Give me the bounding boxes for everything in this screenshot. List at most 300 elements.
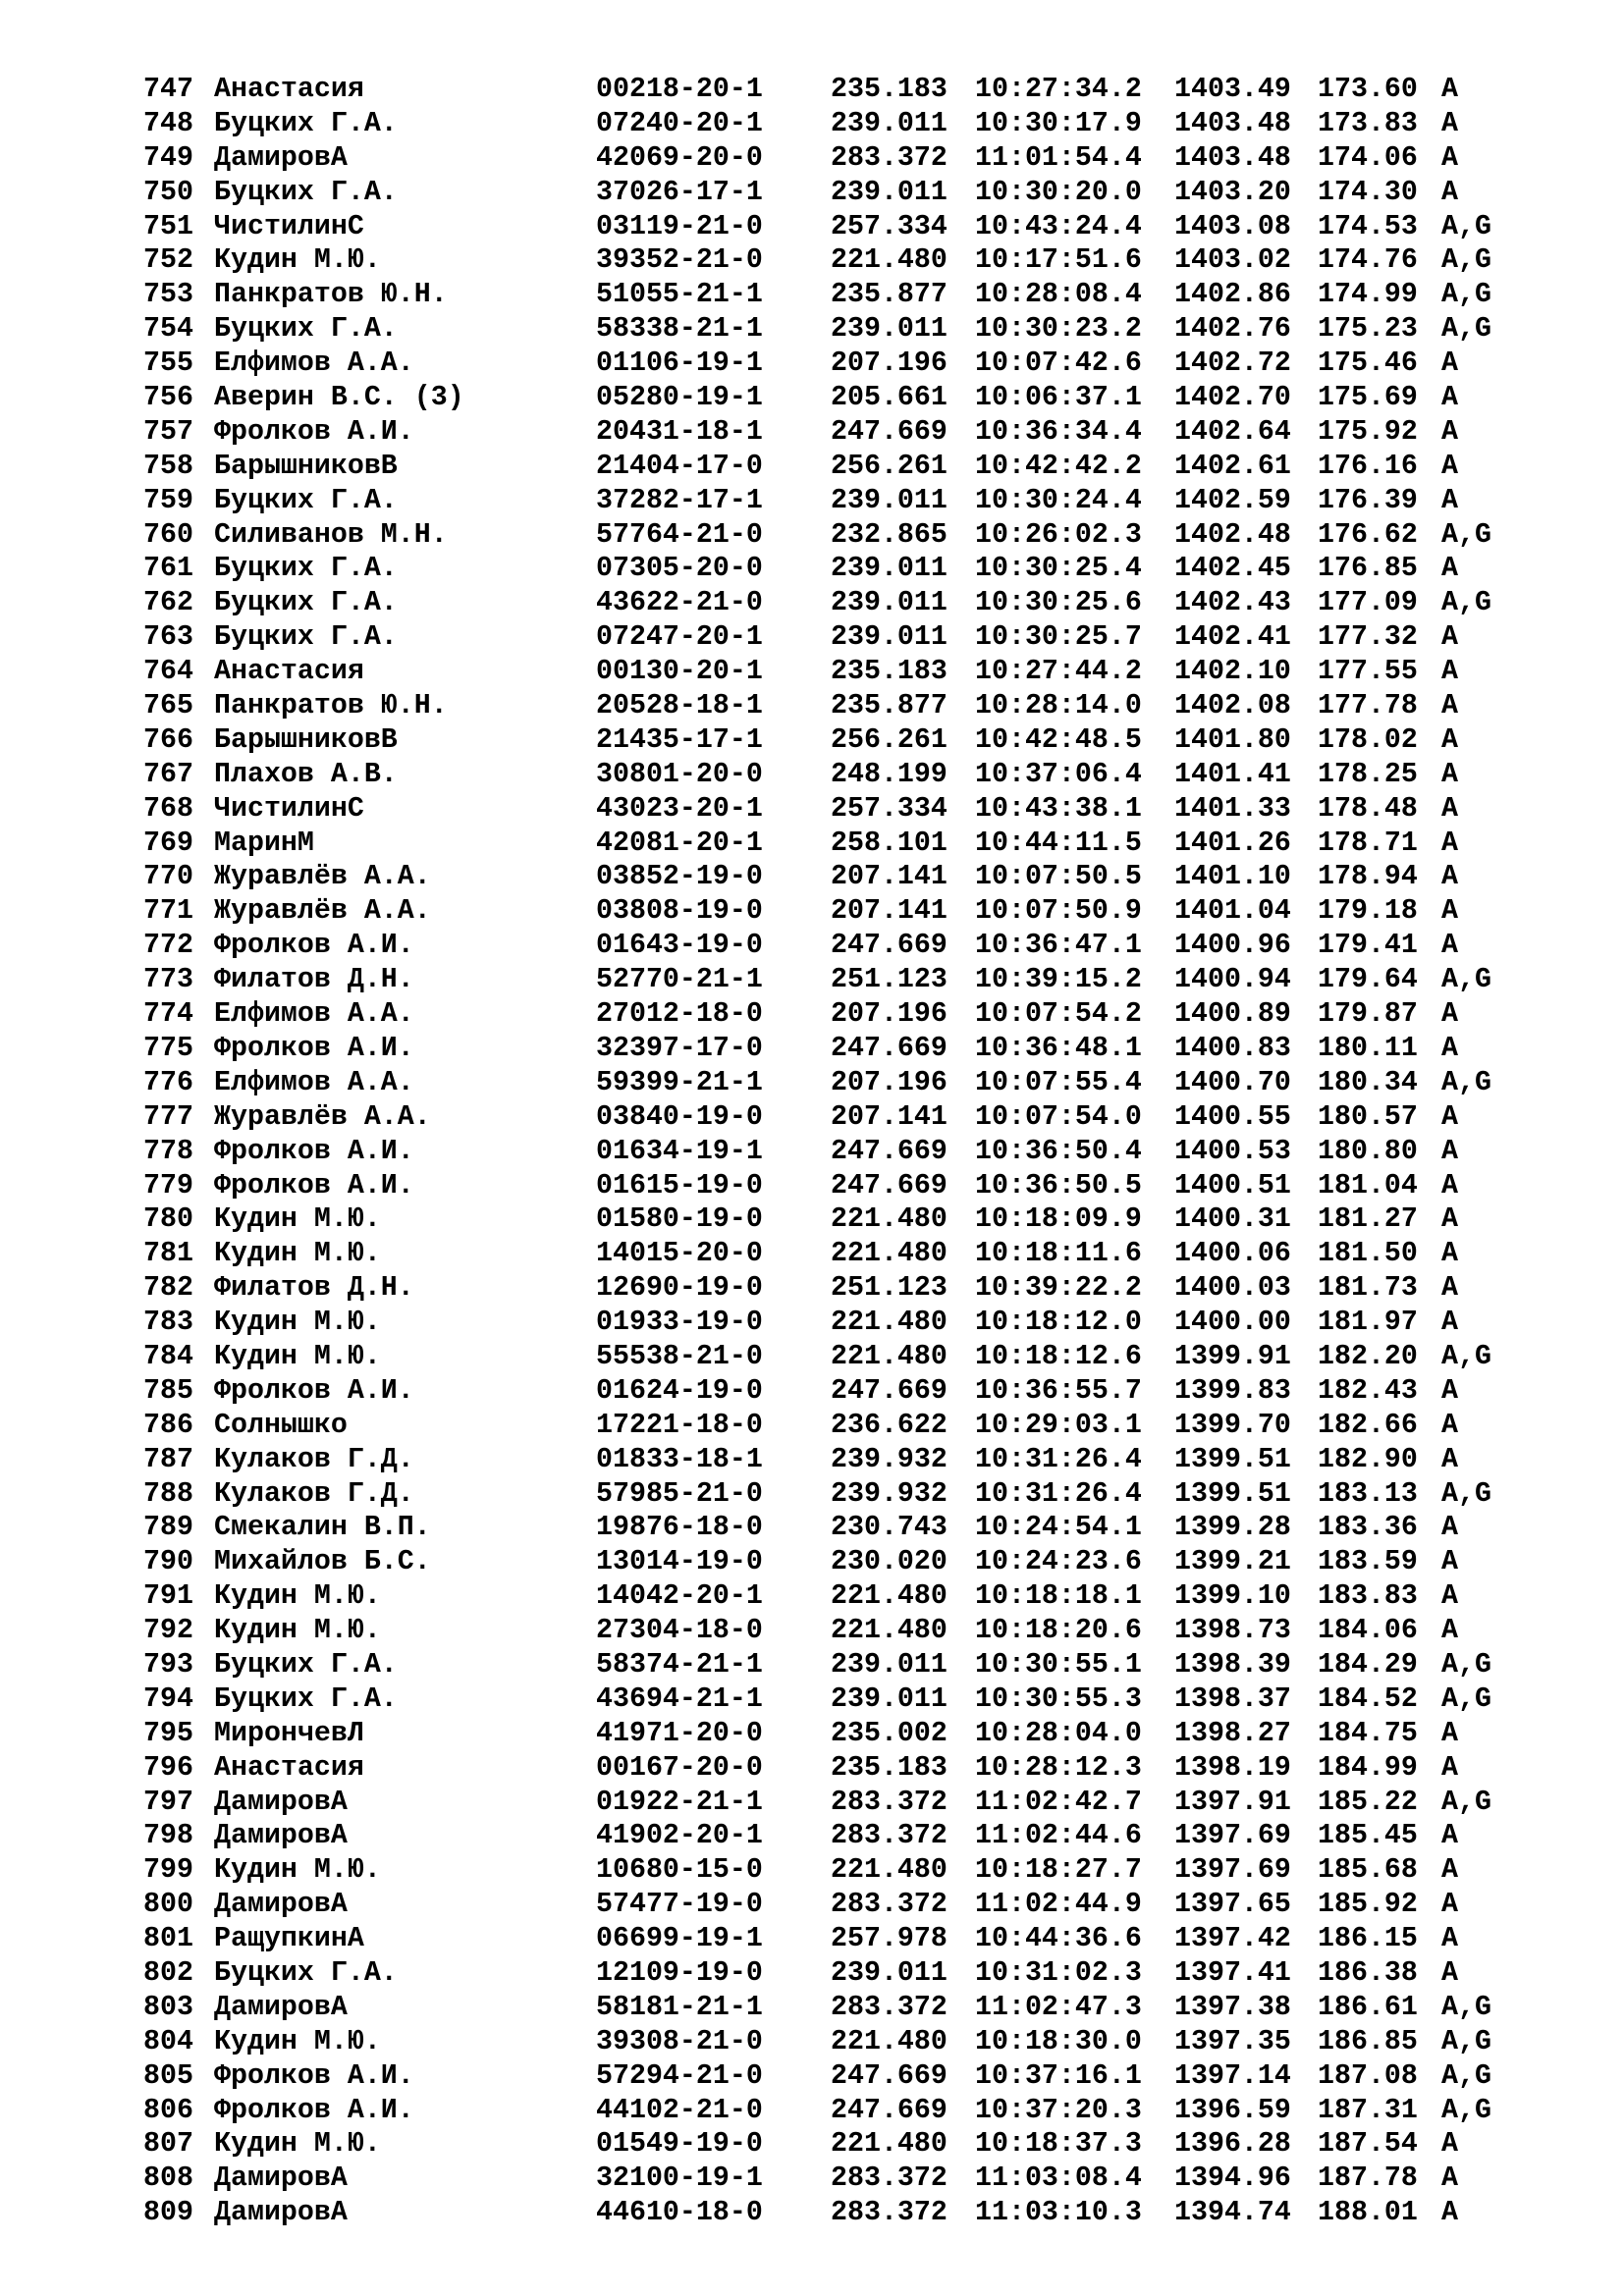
- ring-number: 51055-21-1: [596, 279, 763, 311]
- flags: A: [1441, 1169, 1458, 1201]
- coefficient: 187.54: [1318, 2128, 1418, 2161]
- speed: 1401.80: [1174, 723, 1291, 756]
- fancier-name: Фролков А.И.: [214, 1374, 414, 1407]
- ring-number: 52770-21-1: [596, 964, 763, 996]
- ring-number: 01922-21-1: [596, 1786, 763, 1818]
- flags: A: [1441, 1580, 1458, 1613]
- fancier-name: Буцких Г.А.: [214, 1956, 398, 1989]
- arrival-time: 10:43:38.1: [975, 792, 1142, 825]
- flags: A: [1441, 74, 1458, 105]
- ring-number: 07247-20-1: [596, 621, 763, 654]
- row-number: 747: [143, 74, 193, 105]
- arrival-time: 10:36:47.1: [975, 930, 1142, 962]
- coefficient: 184.75: [1318, 1717, 1418, 1749]
- arrival-time: 10:17:51.6: [975, 244, 1142, 277]
- arrival-time: 11:02:44.9: [975, 1889, 1142, 1921]
- arrival-time: 10:18:20.6: [975, 1615, 1142, 1647]
- flags: A: [1441, 2128, 1458, 2161]
- fancier-name: Фролков А.И.: [214, 415, 414, 448]
- fancier-name: ЧистилинС: [214, 210, 364, 242]
- coefficient: 182.20: [1318, 1340, 1418, 1372]
- coefficient: 182.43: [1318, 1374, 1418, 1407]
- arrival-time: 10:07:42.6: [975, 347, 1142, 380]
- ring-number: 27012-18-0: [596, 998, 763, 1031]
- ring-number: 57764-21-0: [596, 518, 763, 551]
- fancier-name: Плахов А.В.: [214, 758, 398, 790]
- distance: 235.877: [831, 279, 947, 311]
- coefficient: 176.85: [1318, 553, 1418, 585]
- coefficient: 178.71: [1318, 827, 1418, 859]
- distance: 221.480: [831, 1580, 947, 1613]
- row-number: 780: [143, 1203, 193, 1236]
- speed: 1394.74: [1174, 2197, 1291, 2229]
- arrival-time: 10:27:44.2: [975, 656, 1142, 688]
- speed: 1399.51: [1174, 1477, 1291, 1510]
- distance: 235.183: [831, 656, 947, 688]
- speed: 1399.70: [1174, 1409, 1291, 1441]
- row-number: 785: [143, 1374, 193, 1407]
- distance: 207.196: [831, 347, 947, 380]
- ring-number: 43622-21-0: [596, 587, 763, 619]
- distance: 283.372: [831, 2197, 947, 2229]
- coefficient: 181.27: [1318, 1203, 1418, 1236]
- row-number: 796: [143, 1751, 193, 1784]
- distance: 283.372: [831, 1820, 947, 1852]
- arrival-time: 10:18:30.0: [975, 2025, 1142, 2057]
- arrival-time: 10:18:12.6: [975, 1340, 1142, 1372]
- coefficient: 186.38: [1318, 1956, 1418, 1989]
- coefficient: 176.62: [1318, 518, 1418, 551]
- distance: 232.865: [831, 518, 947, 551]
- row-number: 770: [143, 861, 193, 893]
- distance: 230.743: [831, 1512, 947, 1544]
- distance: 247.669: [831, 2094, 947, 2126]
- distance: 221.480: [831, 244, 947, 277]
- flags: A: [1441, 621, 1458, 654]
- ring-number: 21435-17-1: [596, 723, 763, 756]
- distance: 221.480: [831, 2025, 947, 2057]
- fancier-name: РащупкинА: [214, 1923, 364, 1955]
- fancier-name: ЧистилинС: [214, 792, 364, 825]
- flags: A: [1441, 1307, 1458, 1339]
- distance: 247.669: [831, 1135, 947, 1167]
- speed: 1400.83: [1174, 1032, 1291, 1064]
- ring-number: 32100-19-1: [596, 2163, 763, 2195]
- flags: A: [1441, 141, 1458, 174]
- flags: A: [1441, 484, 1458, 516]
- arrival-time: 10:36:48.1: [975, 1032, 1142, 1064]
- coefficient: 183.13: [1318, 1477, 1418, 1510]
- ring-number: 59399-21-1: [596, 1066, 763, 1098]
- flags: A: [1441, 723, 1458, 756]
- flags: A,G: [1441, 518, 1491, 551]
- fancier-name: ДамировА: [214, 1991, 348, 2023]
- ring-number: 01833-18-1: [596, 1443, 763, 1475]
- coefficient: 182.90: [1318, 1443, 1418, 1475]
- coefficient: 187.08: [1318, 2059, 1418, 2092]
- arrival-time: 10:36:50.4: [975, 1135, 1142, 1167]
- arrival-time: 10:29:03.1: [975, 1409, 1142, 1441]
- row-number: 768: [143, 792, 193, 825]
- arrival-time: 10:07:54.0: [975, 1100, 1142, 1133]
- distance: 283.372: [831, 1786, 947, 1818]
- flags: A: [1441, 347, 1458, 380]
- speed: 1402.08: [1174, 690, 1291, 722]
- flags: A,G: [1441, 279, 1491, 311]
- speed: 1398.37: [1174, 1682, 1291, 1715]
- speed: 1402.61: [1174, 450, 1291, 482]
- flags: A: [1441, 553, 1458, 585]
- arrival-time: 10:44:11.5: [975, 827, 1142, 859]
- row-number: 772: [143, 930, 193, 962]
- distance: 221.480: [831, 1615, 947, 1647]
- speed: 1397.69: [1174, 1854, 1291, 1887]
- ring-number: 00218-20-1: [596, 74, 763, 105]
- flags: A: [1441, 827, 1458, 859]
- speed: 1397.69: [1174, 1820, 1291, 1852]
- flags: A,G: [1441, 964, 1491, 996]
- row-number: 808: [143, 2163, 193, 2195]
- flags: A: [1441, 1717, 1458, 1749]
- fancier-name: Аверин В.С. (3): [214, 382, 464, 414]
- ring-number: 41902-20-1: [596, 1820, 763, 1852]
- ring-number: 14042-20-1: [596, 1580, 763, 1613]
- arrival-time: 10:18:11.6: [975, 1238, 1142, 1270]
- coefficient: 187.31: [1318, 2094, 1418, 2126]
- arrival-time: 10:18:09.9: [975, 1203, 1142, 1236]
- speed: 1403.48: [1174, 141, 1291, 174]
- speed: 1397.38: [1174, 1991, 1291, 2023]
- distance: 247.669: [831, 930, 947, 962]
- ring-number: 57477-19-0: [596, 1889, 763, 1921]
- distance: 283.372: [831, 2163, 947, 2195]
- ring-number: 12109-19-0: [596, 1956, 763, 1989]
- arrival-time: 11:01:54.4: [975, 141, 1142, 174]
- arrival-time: 11:02:42.7: [975, 1786, 1142, 1818]
- distance: 239.932: [831, 1443, 947, 1475]
- speed: 1400.00: [1174, 1307, 1291, 1339]
- coefficient: 186.15: [1318, 1923, 1418, 1955]
- speed: 1397.91: [1174, 1786, 1291, 1818]
- arrival-time: 10:18:27.7: [975, 1854, 1142, 1887]
- ring-number: 42069-20-0: [596, 141, 763, 174]
- flags: A: [1441, 930, 1458, 962]
- row-number: 787: [143, 1443, 193, 1475]
- fancier-name: МаринМ: [214, 827, 314, 859]
- speed: 1400.53: [1174, 1135, 1291, 1167]
- distance: 221.480: [831, 1854, 947, 1887]
- distance: 235.183: [831, 1751, 947, 1784]
- fancier-name: Кулаков Г.Д.: [214, 1443, 414, 1475]
- distance: 230.020: [831, 1546, 947, 1578]
- arrival-time: 10:30:25.7: [975, 621, 1142, 654]
- flags: A,G: [1441, 313, 1491, 346]
- speed: 1400.06: [1174, 1238, 1291, 1270]
- speed: 1398.27: [1174, 1717, 1291, 1749]
- fancier-name: Анастасия: [214, 656, 364, 688]
- ring-number: 10680-15-0: [596, 1854, 763, 1887]
- coefficient: 184.29: [1318, 1648, 1418, 1681]
- coefficient: 181.73: [1318, 1272, 1418, 1305]
- row-number: 788: [143, 1477, 193, 1510]
- flags: A,G: [1441, 1991, 1491, 2023]
- arrival-time: 10:42:48.5: [975, 723, 1142, 756]
- ring-number: 39308-21-0: [596, 2025, 763, 2057]
- arrival-time: 10:30:25.6: [975, 587, 1142, 619]
- distance: 221.480: [831, 1203, 947, 1236]
- coefficient: 176.16: [1318, 450, 1418, 482]
- speed: 1403.49: [1174, 74, 1291, 105]
- flags: A: [1441, 1100, 1458, 1133]
- flags: A: [1441, 415, 1458, 448]
- speed: 1401.04: [1174, 895, 1291, 928]
- row-number: 789: [143, 1512, 193, 1544]
- distance: 207.196: [831, 998, 947, 1031]
- fancier-name: Смекалин В.П.: [214, 1512, 431, 1544]
- speed: 1403.20: [1174, 176, 1291, 208]
- coefficient: 180.34: [1318, 1066, 1418, 1098]
- arrival-time: 10:37:16.1: [975, 2059, 1142, 2092]
- row-number: 807: [143, 2128, 193, 2161]
- distance: 221.480: [831, 1307, 947, 1339]
- distance: 239.011: [831, 1956, 947, 1989]
- fancier-name: Силиванов М.Н.: [214, 518, 448, 551]
- coefficient: 178.02: [1318, 723, 1418, 756]
- row-number: 760: [143, 518, 193, 551]
- flags: A: [1441, 1820, 1458, 1852]
- coefficient: 180.11: [1318, 1032, 1418, 1064]
- arrival-time: 10:39:22.2: [975, 1272, 1142, 1305]
- fancier-name: Филатов Д.Н.: [214, 964, 414, 996]
- arrival-time: 10:24:54.1: [975, 1512, 1142, 1544]
- arrival-time: 10:24:23.6: [975, 1546, 1142, 1578]
- ring-number: 01634-19-1: [596, 1135, 763, 1167]
- flags: A: [1441, 1889, 1458, 1921]
- coefficient: 173.83: [1318, 107, 1418, 139]
- arrival-time: 10:28:08.4: [975, 279, 1142, 311]
- flags: A: [1441, 1854, 1458, 1887]
- speed: 1399.10: [1174, 1580, 1291, 1613]
- flags: A,G: [1441, 2025, 1491, 2057]
- row-number: 809: [143, 2197, 193, 2229]
- ring-number: 42081-20-1: [596, 827, 763, 859]
- fancier-name: Кудин М.Ю.: [214, 1580, 381, 1613]
- ring-number: 58374-21-1: [596, 1648, 763, 1681]
- flags: A: [1441, 1409, 1458, 1441]
- distance: 248.199: [831, 758, 947, 790]
- fancier-name: Елфимов А.А.: [214, 998, 414, 1031]
- coefficient: 177.09: [1318, 587, 1418, 619]
- distance: 247.669: [831, 2059, 947, 2092]
- speed: 1401.41: [1174, 758, 1291, 790]
- arrival-time: 10:28:12.3: [975, 1751, 1142, 1784]
- speed: 1401.33: [1174, 792, 1291, 825]
- coefficient: 180.57: [1318, 1100, 1418, 1133]
- fancier-name: ДамировА: [214, 2197, 348, 2229]
- row-number: 777: [143, 1100, 193, 1133]
- speed: 1400.96: [1174, 930, 1291, 962]
- fancier-name: БарышниковВ: [214, 723, 398, 756]
- distance: 239.011: [831, 1648, 947, 1681]
- flags: A: [1441, 1135, 1458, 1167]
- fancier-name: Буцких Г.А.: [214, 1648, 398, 1681]
- row-number: 791: [143, 1580, 193, 1613]
- coefficient: 181.97: [1318, 1307, 1418, 1339]
- distance: 207.141: [831, 895, 947, 928]
- speed: 1402.76: [1174, 313, 1291, 346]
- fancier-name: Кулаков Г.Д.: [214, 1477, 414, 1510]
- row-number: 782: [143, 1272, 193, 1305]
- fancier-name: Буцких Г.А.: [214, 313, 398, 346]
- fancier-name: МирончевЛ: [214, 1717, 364, 1749]
- ring-number: 37282-17-1: [596, 484, 763, 516]
- coefficient: 181.50: [1318, 1238, 1418, 1270]
- row-number: 806: [143, 2094, 193, 2126]
- flags: A,G: [1441, 2094, 1491, 2126]
- speed: 1397.42: [1174, 1923, 1291, 1955]
- speed: 1402.43: [1174, 587, 1291, 619]
- flags: A,G: [1441, 1477, 1491, 1510]
- row-number: 769: [143, 827, 193, 859]
- coefficient: 187.78: [1318, 2163, 1418, 2195]
- fancier-name: Кудин М.Ю.: [214, 1854, 381, 1887]
- ring-number: 43694-21-1: [596, 1682, 763, 1715]
- row-number: 790: [143, 1546, 193, 1578]
- speed: 1402.70: [1174, 382, 1291, 414]
- coefficient: 186.61: [1318, 1991, 1418, 2023]
- ring-number: 12690-19-0: [596, 1272, 763, 1305]
- ring-number: 01643-19-0: [596, 930, 763, 962]
- row-number: 799: [143, 1854, 193, 1887]
- row-number: 775: [143, 1032, 193, 1064]
- flags: A: [1441, 1956, 1458, 1989]
- arrival-time: 10:26:02.3: [975, 518, 1142, 551]
- distance: 251.123: [831, 1272, 947, 1305]
- fancier-name: БарышниковВ: [214, 450, 398, 482]
- arrival-time: 11:03:10.3: [975, 2197, 1142, 2229]
- arrival-time: 10:43:24.4: [975, 210, 1142, 242]
- arrival-time: 10:07:55.4: [975, 1066, 1142, 1098]
- arrival-time: 10:30:17.9: [975, 107, 1142, 139]
- fancier-name: Фролков А.И.: [214, 1032, 414, 1064]
- arrival-time: 10:30:25.4: [975, 553, 1142, 585]
- speed: 1403.48: [1174, 107, 1291, 139]
- flags: A: [1441, 1615, 1458, 1647]
- row-number: 781: [143, 1238, 193, 1270]
- ring-number: 19876-18-0: [596, 1512, 763, 1544]
- row-number: 761: [143, 553, 193, 585]
- fancier-name: ДамировА: [214, 141, 348, 174]
- ring-number: 01106-19-1: [596, 347, 763, 380]
- ring-number: 39352-21-0: [596, 244, 763, 277]
- arrival-time: 10:07:54.2: [975, 998, 1142, 1031]
- flags: A: [1441, 1203, 1458, 1236]
- speed: 1403.08: [1174, 210, 1291, 242]
- row-number: 786: [143, 1409, 193, 1441]
- ring-number: 57294-21-0: [596, 2059, 763, 2092]
- ring-number: 03119-21-0: [596, 210, 763, 242]
- speed: 1394.96: [1174, 2163, 1291, 2195]
- row-number: 762: [143, 587, 193, 619]
- flags: A: [1441, 1923, 1458, 1955]
- flags: A: [1441, 107, 1458, 139]
- fancier-name: Буцких Г.А.: [214, 621, 398, 654]
- distance: 205.661: [831, 382, 947, 414]
- arrival-time: 10:44:36.6: [975, 1923, 1142, 1955]
- row-number: 763: [143, 621, 193, 654]
- distance: 239.011: [831, 587, 947, 619]
- distance: 257.334: [831, 210, 947, 242]
- row-number: 751: [143, 210, 193, 242]
- flags: A: [1441, 1374, 1458, 1407]
- arrival-time: 10:18:18.1: [975, 1580, 1142, 1613]
- coefficient: 175.23: [1318, 313, 1418, 346]
- row-number: 750: [143, 176, 193, 208]
- ring-number: 32397-17-0: [596, 1032, 763, 1064]
- speed: 1398.19: [1174, 1751, 1291, 1784]
- ring-number: 00130-20-1: [596, 656, 763, 688]
- distance: 239.011: [831, 484, 947, 516]
- flags: A: [1441, 690, 1458, 722]
- speed: 1398.39: [1174, 1648, 1291, 1681]
- speed: 1400.03: [1174, 1272, 1291, 1305]
- row-number: 803: [143, 1991, 193, 2023]
- coefficient: 181.04: [1318, 1169, 1418, 1201]
- distance: 256.261: [831, 723, 947, 756]
- flags: A: [1441, 450, 1458, 482]
- fancier-name: Фролков А.И.: [214, 1135, 414, 1167]
- row-number: 802: [143, 1956, 193, 1989]
- ring-number: 55538-21-0: [596, 1340, 763, 1372]
- row-number: 776: [143, 1066, 193, 1098]
- arrival-time: 10:28:14.0: [975, 690, 1142, 722]
- speed: 1397.41: [1174, 1956, 1291, 1989]
- row-number: 795: [143, 1717, 193, 1749]
- flags: A: [1441, 2163, 1458, 2195]
- row-number: 765: [143, 690, 193, 722]
- coefficient: 185.45: [1318, 1820, 1418, 1852]
- arrival-time: 10:36:50.5: [975, 1169, 1142, 1201]
- row-number: 798: [143, 1820, 193, 1852]
- arrival-time: 10:36:55.7: [975, 1374, 1142, 1407]
- arrival-time: 10:42:42.2: [975, 450, 1142, 482]
- coefficient: 179.18: [1318, 895, 1418, 928]
- speed: 1401.10: [1174, 861, 1291, 893]
- coefficient: 178.94: [1318, 861, 1418, 893]
- flags: A,G: [1441, 1648, 1491, 1681]
- distance: 239.011: [831, 621, 947, 654]
- distance: 207.141: [831, 861, 947, 893]
- coefficient: 183.83: [1318, 1580, 1418, 1613]
- row-number: 764: [143, 656, 193, 688]
- distance: 239.011: [831, 107, 947, 139]
- coefficient: 185.92: [1318, 1889, 1418, 1921]
- flags: A: [1441, 382, 1458, 414]
- speed: 1400.94: [1174, 964, 1291, 996]
- coefficient: 188.01: [1318, 2197, 1418, 2229]
- flags: A,G: [1441, 2059, 1491, 2092]
- arrival-time: 10:30:24.4: [975, 484, 1142, 516]
- flags: A: [1441, 656, 1458, 688]
- coefficient: 179.64: [1318, 964, 1418, 996]
- ring-number: 01615-19-0: [596, 1169, 763, 1201]
- ring-number: 57985-21-0: [596, 1477, 763, 1510]
- speed: 1403.02: [1174, 244, 1291, 277]
- distance: 257.978: [831, 1923, 947, 1955]
- distance: 251.123: [831, 964, 947, 996]
- speed: 1402.48: [1174, 518, 1291, 551]
- arrival-time: 10:07:50.5: [975, 861, 1142, 893]
